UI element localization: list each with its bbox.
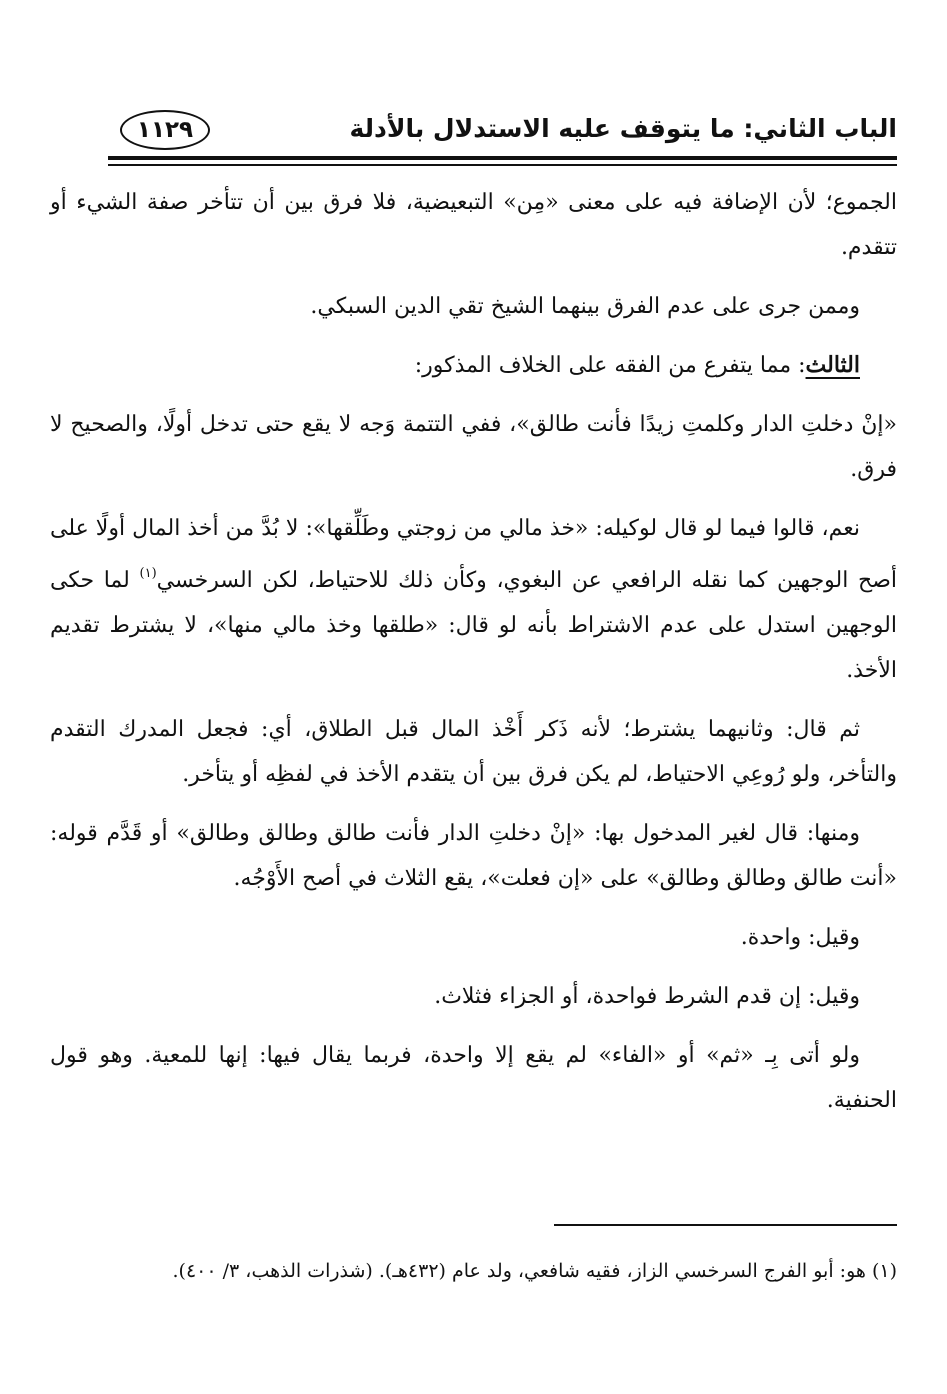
section-label: الثالث: [805, 352, 860, 378]
paragraph-9: وقيل: إن قدم الشرط فواحدة، أو الجزاء فثلاث.: [434, 984, 860, 1009]
header-rule-thin: [108, 164, 897, 166]
main-text: [50, 180, 897, 1137]
footnote-reference: (١): [139, 566, 157, 581]
paragraph-5-text-a: نعم، قالوا فيما لو قال لوكيله: «خذ مالي من زوجتي وطَلِّقها»: لا بُدَّ من أخذ المال أولًا على أصح الوجهين كما نقله الرافعي عن البغوي، وكأن ذلك للاحتياط، لكن السرخسي: [50, 516, 897, 593]
paragraph-7: ومنها: قال لغير المدخول بها: «إنْ دخلتِ الدار فأنت طالق وطالق وطالق» أو قَدَّم قوله: «أنت طالق وطالق وطالق» على «إن فعلت»، يقع الثلاث في أصح الأَوْجُه.: [50, 821, 897, 891]
footnote: (١) هو: أبو الفرج السرخسي الزاز، فقيه شافعي، ولد عام (٤٣٢هـ). (شذرات الذهب، ٣/ ٤٠٠).: [172, 1260, 897, 1282]
paragraph-3: [50, 343, 897, 388]
running-title: الباب الثاني: ما يتوقف عليه الاستدلال بالأدلة: [349, 114, 897, 143]
paragraph-1: الجموع؛ لأن الإضافة فيه على معنى «مِن» التبعيضية، فلا فرق بين أن تتأخر صفة الشيء أو تتقدم.: [50, 190, 897, 260]
paragraph-6: ثم قال: وثانيهما يشترط؛ لأنه ذَكر أَخْذ المال قبل الطلاق، أي: فجعل المدرك التقدم والتأخر، ولو رُوعِي الاحتياط، لم يكن فرق بين أن يتقدم الأخذ في لفظِه أو يتأخر.: [50, 717, 897, 787]
paragraph-8: وقيل: واحدة.: [740, 925, 860, 950]
page-header: [108, 108, 897, 160]
paragraph-10: ولو أتى بِـ «ثم» أو «الفاء» لم يقع إلا واحدة، فربما يقال فيها: إنها للمعية. وهو قول الحنفية.: [50, 1043, 897, 1113]
paragraph-2: وممن جرى على عدم الفرق بينهما الشيخ تقي الدين السبكي.: [310, 294, 860, 319]
paragraph-5: [50, 506, 897, 693]
paragraph-5-text-b: لما حكى الوجهين استدل على عدم الاشتراط بأنه لو قال: «طلقها وخذ مالي منها»، لا يشترط تقديم الأخذ.: [50, 568, 898, 683]
paragraph-4: «إنْ دخلتِ الدار وكلمتِ زيدًا فأنت طالق»، ففي التتمة وَجه لا يقع حتى تدخل أولًا، والصحيح لا فرق.: [50, 412, 897, 482]
paragraph-3-text: : مما يتفرع من الفقه على الخلاف المذكور:: [414, 353, 806, 378]
page-number: ١١٢٩: [120, 110, 210, 150]
footnote-separator: [554, 1224, 897, 1226]
header-rule-thick: [108, 156, 897, 160]
